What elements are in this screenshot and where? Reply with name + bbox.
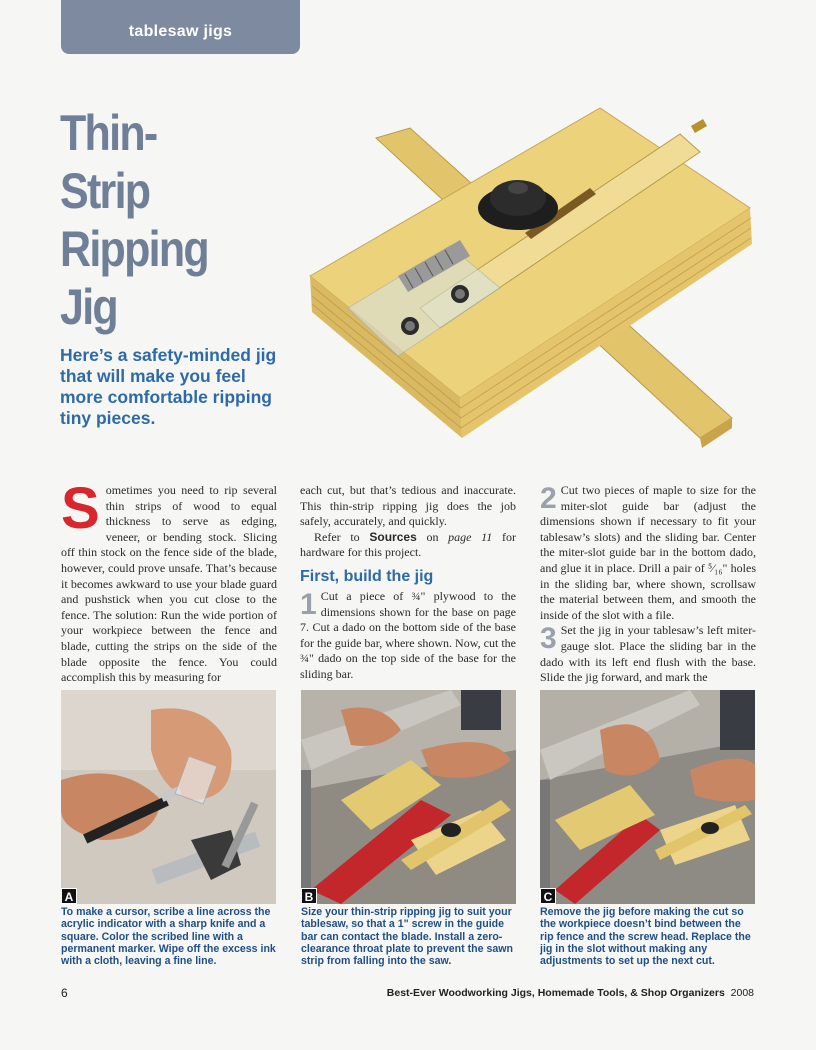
step-2: 2 Cut two pieces of maple to size for the miter-slot guide bar (adjust the dimensions shown if necessary to fit your tablesaw’s slots) and the sliding bar. Center the miter-slot guide bar in the bottom dado, and glue it in place. Drill a pair of ⁵⁄₁₆" holes in the sliding bar, where shown, scrollsaw the material between them, and smooth the inside of the slot with a file. — [540, 482, 756, 622]
title-line: Thin- — [60, 105, 157, 161]
title-line: Jig — [60, 279, 117, 335]
step-1: 1 Cut a piece of ¾" plywood to the dimensions shown for the base on page 7. Cut a dado on the bottom side of the base for the guide bar, where shown. Now, cut the ¾" dado on the top side of the base for the sliding bar. — [300, 587, 516, 681]
photo-a — [61, 690, 276, 904]
photo-caption-a: To make a cursor, scribe a line across the acrylic indicator with a sharp knife and a square. Color the scribed line with a permanent marker. Wipe off the excess ink with a cloth, leaving a fine line. — [61, 906, 276, 968]
photo-badge: C — [540, 888, 556, 904]
photo-caption-c: Remove the jig before making the cut so the workpiece doesn’t bind between the rip fence and the screw head. Replace the jig in the slot without making any adjustments to set up the next cut. — [540, 906, 751, 968]
body-column-1 — [61, 476, 277, 686]
publication-title: Best-Ever Woodworking Jigs, Homemade Tools, & Shop Organizers — [386, 987, 725, 999]
photo-caption-b: Size your thin-strip ripping jig to suit your tablesaw, so that a 1" screw in the guide bar can contact the blade. Install a zero-clearance throat plate to prevent the sawn strip from falling into the saw. — [301, 906, 513, 968]
body-column-2 — [300, 483, 516, 683]
article-deck: Here’s a safety-minded jig that will make you feel more comfortable ripping tiny pieces. — [60, 345, 277, 428]
article-title — [60, 104, 249, 336]
page-number: 6 — [61, 986, 68, 1000]
photo-c — [540, 690, 755, 904]
step-number: 1 — [300, 587, 317, 621]
title-line: Strip — [60, 163, 150, 219]
hero-jig-photo — [300, 98, 760, 458]
photo-badge: B — [301, 888, 317, 904]
step-number: 3 — [540, 622, 557, 656]
title-line: Ripping — [60, 221, 208, 277]
photo-b — [301, 690, 516, 904]
step-3: 3 Set the jig in your tablesaw’s left miter-gauge slot. Place the sliding bar in the dado with its left end flush with the base. Slide the jig forward, and mark the — [540, 622, 756, 685]
step-number: 2 — [540, 482, 557, 515]
section-label: tablesaw jigs — [128, 23, 233, 40]
subhead: First, build the jig — [300, 567, 434, 585]
body-column-3 — [540, 483, 756, 686]
dropcap: S — [61, 476, 100, 541]
intro-continued: each cut, but that’s tedious and inaccurate. This thin-strip ripping jig does the job safely, accurately, and quickly. — [300, 483, 516, 529]
sources-paragraph: Refer to Sources on page 11 for hardware for this project. — [300, 529, 516, 560]
section-tab — [61, 0, 300, 54]
running-footer — [387, 987, 754, 999]
publication-year: 2008 — [730, 987, 754, 999]
photo-badge: A — [61, 888, 77, 904]
intro-paragraph: ometimes you need to rip several thin strips of wood to equal thickness to serve as edging, veneer, or bending stock. Slicing off thin stock on the fence side of the blade, however, could prove unsafe. That’s because it becomes awkward to use your blade guard and pushstick when you cut close to the fence. The solution: Run the wide portion of your workpiece between the fence and blade, cutting the strips on the side of the blade opposite the fence. You could accomplish this by measuring for — [61, 483, 277, 685]
